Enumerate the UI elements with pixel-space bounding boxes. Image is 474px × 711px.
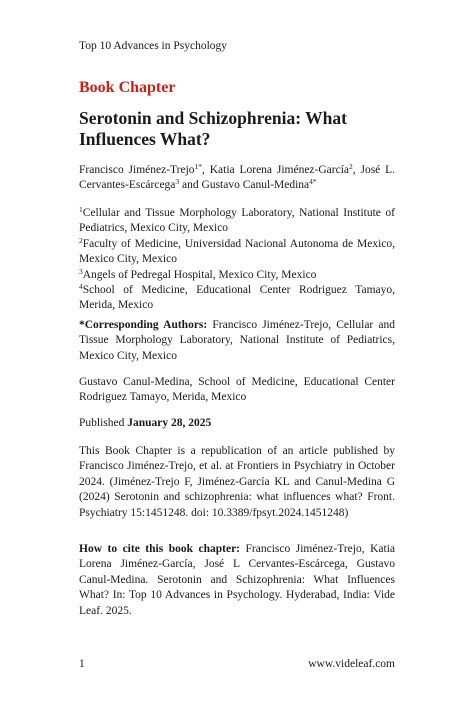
affiliation-number: 1 — [79, 205, 83, 214]
published-date: January 28, 2025 — [127, 417, 212, 429]
author-list — [79, 163, 395, 194]
corresponding-text: Francisco Jiménez-Trejo, Cellular and Tissue Morphology Laboratory, National Institute of Pediatrics, Mexico City, Mexico — [79, 319, 395, 362]
citation-label: How to cite this book chapter: — [79, 543, 241, 555]
published-label: Published — [79, 417, 128, 429]
corresponding-label: *Corresponding Authors: — [79, 319, 208, 331]
affiliation-text: Cellular and Tissue Morphology Laboratory, National Institute of Pediatrics, Mexico City, Mexico — [79, 207, 395, 235]
affiliation-marker: 4* — [309, 177, 317, 187]
affiliation-list — [79, 206, 395, 314]
affiliation-number: 2 — [79, 235, 83, 245]
author-name: and Gustavo Canul-Medina — [179, 179, 310, 192]
affiliation-item — [79, 268, 395, 283]
affiliation-text: School of Medicine, Educational Center Rodriguez Tamayo, Merida, Mexico — [79, 284, 395, 312]
affiliation-item — [79, 206, 395, 237]
author-name: , José L. Cervantes-Escárcega — [79, 164, 395, 192]
citation-block — [79, 542, 395, 619]
author-name: Francisco Jiménez-Trejo — [79, 164, 195, 176]
publication-date — [79, 416, 395, 431]
affiliation-marker: 2 — [349, 162, 353, 171]
affiliation-text: Angels of Pedregal Hospital, Mexico City, Mexico — [82, 268, 317, 281]
affiliation-item — [79, 283, 395, 314]
affiliation-text: Faculty of Medicine, Universidad Nacional Autonoma de Mexico, Mexico City, Mexico — [79, 237, 395, 266]
chapter-title: Serotonin and Schizophrenia: What Influences What? — [79, 108, 347, 149]
running-head: Top 10 Advances in Psychology — [79, 40, 228, 52]
page-number: 1 — [79, 658, 85, 670]
affiliation-number: 3 — [79, 266, 83, 276]
citation-text: Francisco Jiménez-Trejo, Katia Lorena Jiménez-García, José L Cervantes-Escárcega, Gustavo Canul-Medina. Serotonin and Schizophrenia: What Influences What? In: Top 10 Advances in Psychology. Hyderabad, India: Vide Leaf. 2025. — [79, 543, 396, 617]
corresponding-author-second: Gustavo Canul-Medina, School of Medicine, Educational Center Rodriguez Tamayo, Merida, Mexico — [79, 376, 395, 404]
corresponding-authors — [79, 318, 395, 364]
footer-website: www.videleaf.com — [308, 658, 395, 670]
affiliation-marker: 3 — [175, 177, 180, 187]
affiliation-item — [79, 237, 395, 268]
chapter-label: Book Chapter — [79, 79, 176, 96]
republication-note: This Book Chapter is a republication of an article published by Francisco Jiménez-Trejo, et al. at Frontiers in Psychiatry in October 2024. (Jiménez-Trejo F, Jiménez-García KL and Canul-Medina G (2024) Serotonin and schizophrenia: what influences what? Front. Psychiatry 15:1451248. doi: 10.3389/fpsyt.2024.1451248) — [79, 445, 395, 519]
affiliation-marker: 1* — [194, 162, 203, 171]
affiliation-number: 4 — [79, 282, 83, 292]
author-name: , Katia Lorena Jiménez-García — [202, 164, 350, 176]
